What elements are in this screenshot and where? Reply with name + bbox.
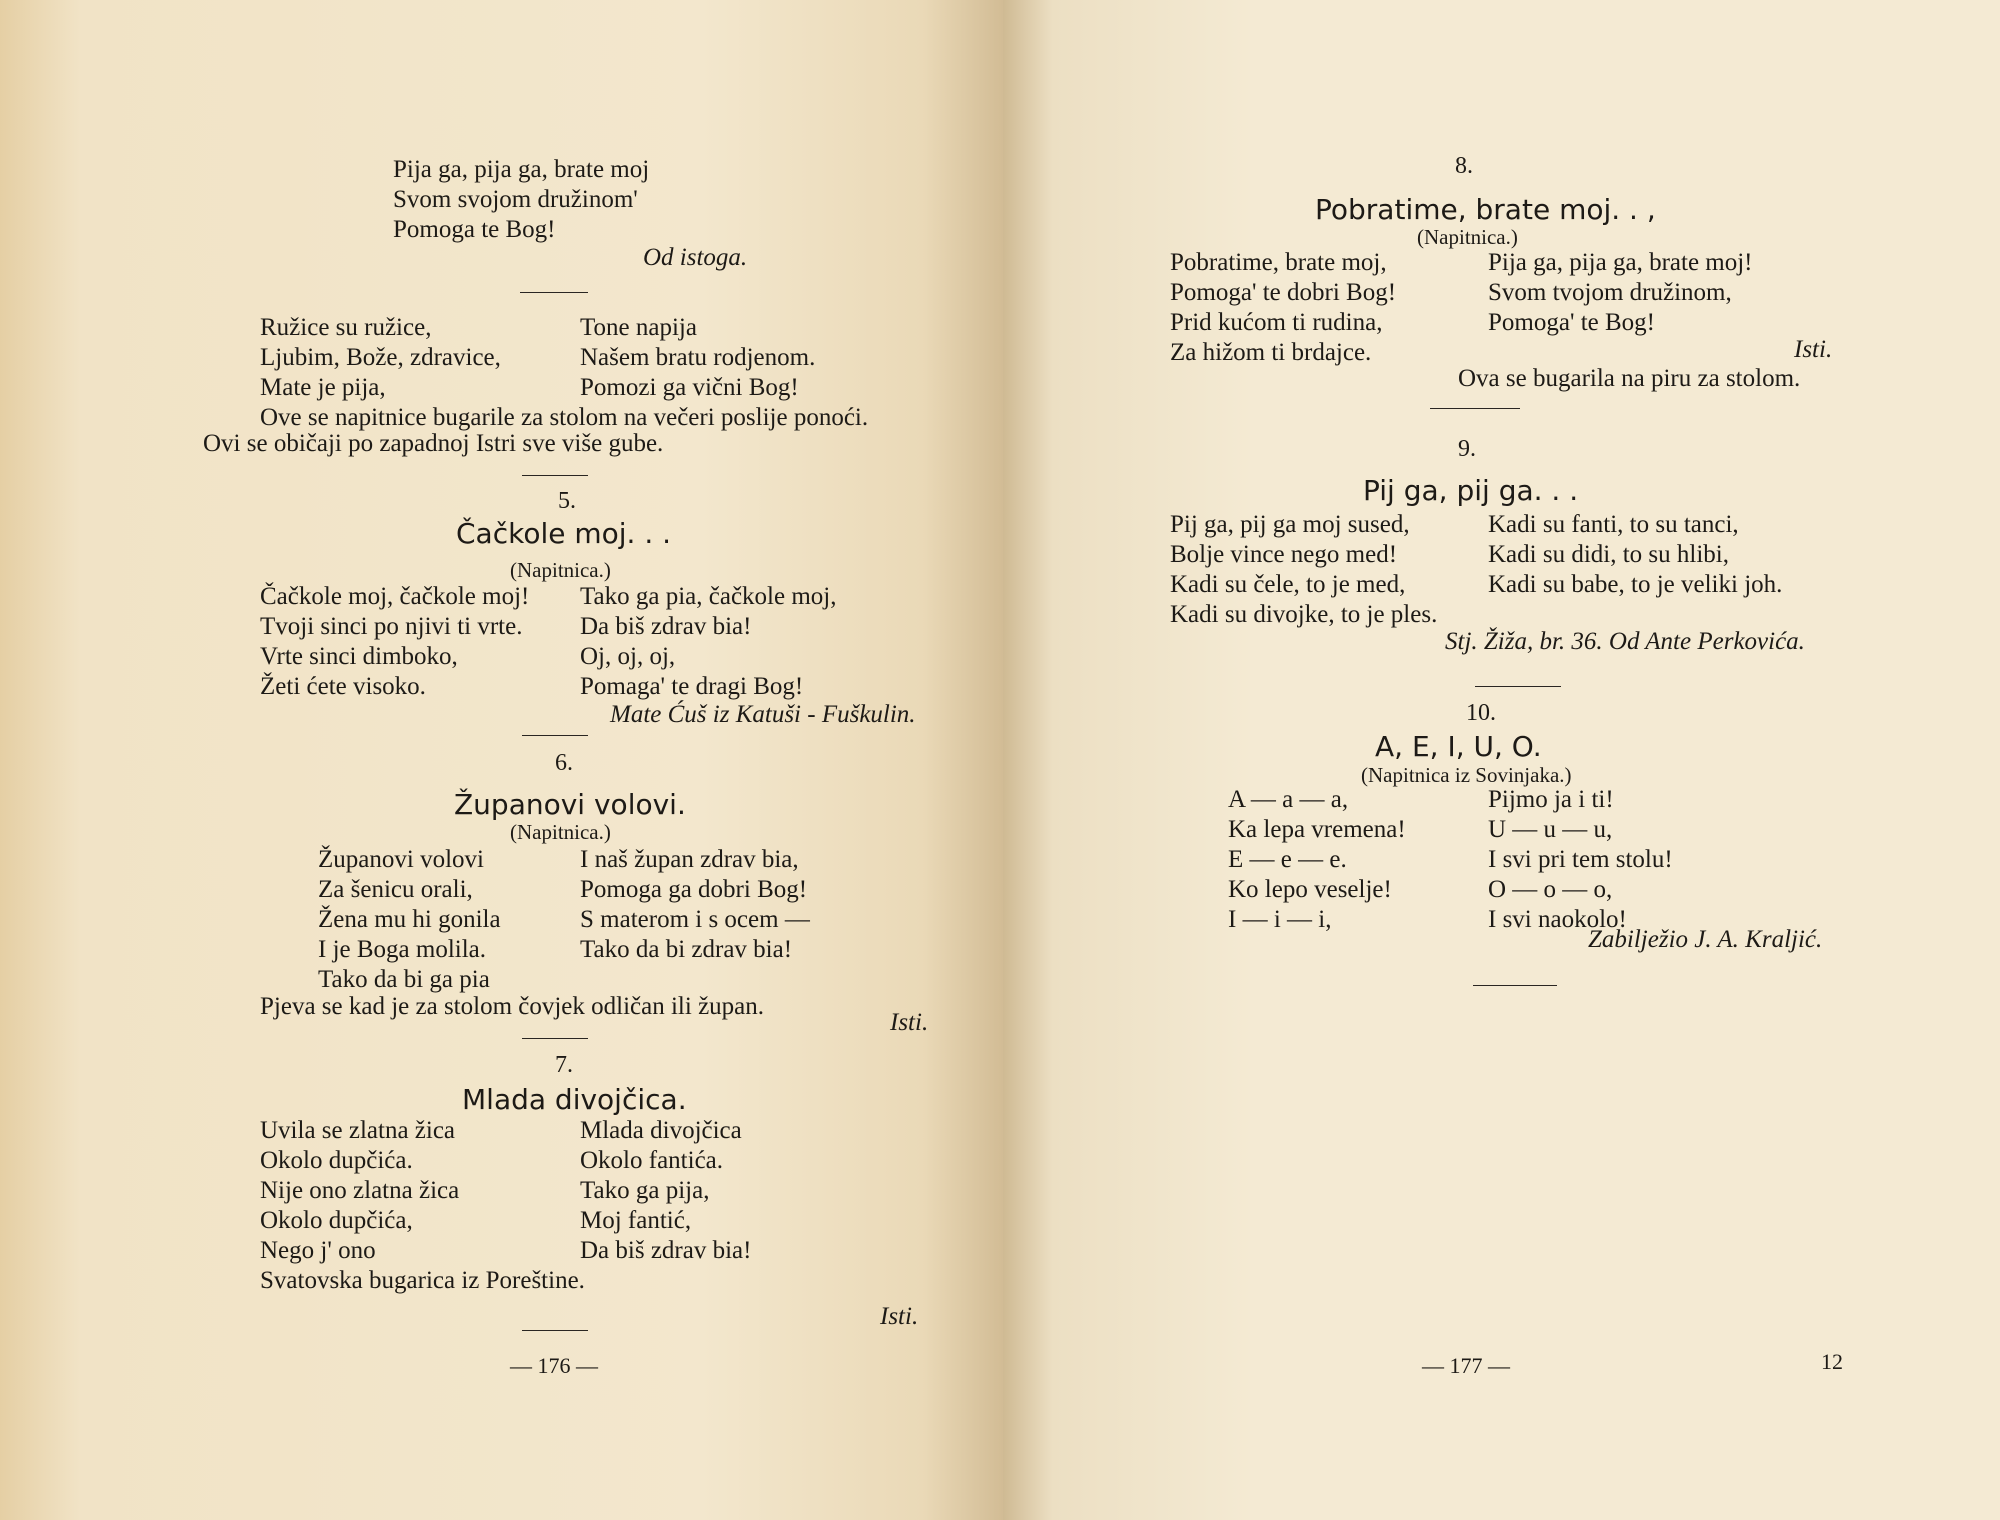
verse-line: I — i — i,: [1228, 906, 1332, 933]
song-title: Županovi volovi.: [454, 788, 686, 821]
verse-line: Nego j' ono: [260, 1237, 376, 1264]
note: Pjeva se kad je za stolom čovjek odličan ili župan.: [260, 993, 765, 1020]
verse-line: Kadi su fanti, to su tanci,: [1488, 511, 1739, 538]
verse-line: Tako da bi zdrav bia!: [580, 936, 793, 963]
verse-line: Mate je pija,: [260, 374, 386, 401]
verse-line: Ljubim, Bože, zdravice,: [260, 344, 501, 371]
verse-line: Pobratime, brate moj,: [1170, 249, 1387, 276]
attribution: Isti.: [890, 1009, 929, 1036]
verse-line: U — u — u,: [1488, 816, 1613, 843]
verse-column-2: [1488, 785, 1673, 935]
verse-line: Žena mu hi gonila: [318, 906, 501, 933]
attribution: Isti.: [880, 1303, 919, 1330]
verse-line: Pijmo ja i ti!: [1488, 786, 1614, 813]
verse-column-1: [260, 1116, 459, 1266]
verse-line: Pomaga' te dragi Bog!: [580, 673, 804, 700]
verse-line: Svom svojom družinom': [393, 186, 638, 213]
verse-top: [393, 155, 649, 245]
verse-line: Žeti ćete visoko.: [260, 673, 426, 700]
verse-line: Da biš zdrav bia!: [580, 613, 752, 640]
verse-line: Da biš zdrav bia!: [580, 1237, 752, 1264]
verse-line: A — a — a,: [1228, 786, 1349, 813]
verse-column-1: [260, 582, 529, 702]
verse-line: Za hižom ti brdajce.: [1170, 339, 1372, 366]
verse-line: Tako da bi ga pia: [318, 966, 490, 993]
verse-column-1: [318, 845, 501, 995]
song-title: Mlada divojčica.: [462, 1083, 687, 1116]
song-number: 7.: [555, 1052, 573, 1078]
attribution: Isti.: [1794, 336, 1833, 363]
verse-line: Nije ono zlatna žica: [260, 1177, 460, 1204]
verse-line: Čačkole moj, čačkole moj!: [260, 583, 530, 610]
song-title: Pobratime, brate moj. . ,: [1315, 193, 1656, 226]
song-title: Čačkole moj. . .: [456, 517, 672, 550]
page-number: — 176 —: [510, 1353, 598, 1378]
verse-line: Ružice su ružice,: [260, 314, 432, 341]
song-number: 5.: [558, 488, 576, 514]
verse-line: Vrte sinci dimboko,: [260, 643, 458, 670]
verse-line: Pomoga' te dobri Bog!: [1170, 279, 1397, 306]
attribution: Od istoga.: [643, 244, 748, 271]
verse-column-2: [580, 313, 815, 403]
verse-line: Okolo dupčića,: [260, 1207, 413, 1234]
verse-line: Kadi su babe, to je veliki joh.: [1488, 571, 1783, 598]
verse-line: Uvila se zlatna žica: [260, 1117, 456, 1144]
verse-line: Tone napija: [580, 314, 697, 341]
verse-line: Za šenicu orali,: [318, 876, 473, 903]
note: Ove se napitnice bugarile za stolom na večeri poslije ponoći.: [260, 404, 869, 431]
verse-line: Mlada divojčica: [580, 1117, 742, 1144]
verse-line: Kadi su didi, to su hlibi,: [1488, 541, 1729, 568]
verse-line: I svi pri tem stolu!: [1488, 846, 1673, 873]
divider: [522, 1330, 588, 1331]
verse-line: E — e — e.: [1228, 846, 1347, 873]
note: Ova se bugarila na piru za stolom.: [1458, 365, 1801, 392]
verse-column-2: [580, 1116, 751, 1266]
verse-line: S materom i s ocem —: [580, 906, 810, 933]
verse-line: Pomoga te Bog!: [393, 216, 556, 243]
song-subtitle: (Napitnica iz Sovinjaka.): [1361, 763, 1572, 787]
divider: [520, 292, 588, 293]
verse-line: Tvoji sinci po njivi ti vrte.: [260, 613, 523, 640]
note: Svatovska bugarica iz Poreštine.: [260, 1267, 585, 1294]
verse-line: Pomoga ga dobri Bog!: [580, 876, 808, 903]
verse-line: Okolo dupčića.: [260, 1147, 413, 1174]
song-number: 8.: [1455, 153, 1473, 179]
verse-line: Pija ga, pija ga, brate moj!: [1488, 249, 1753, 276]
song-subtitle: (Napitnica.): [510, 820, 611, 844]
divider: [522, 735, 588, 736]
verse-column-2: [580, 582, 836, 702]
verse-line: Oj, oj, oj,: [580, 643, 676, 670]
verse-line: Pij ga, pij ga moj sused,: [1170, 511, 1410, 538]
verse-line: Prid kućom ti rudina,: [1170, 309, 1383, 336]
divider: [1430, 408, 1520, 409]
verse-line: Okolo fantića.: [580, 1147, 724, 1174]
attribution: Zabilježio J. A. Kraljić.: [1588, 926, 1823, 953]
song-number: 10.: [1466, 700, 1496, 726]
song-title: A, E, I, U, O.: [1375, 730, 1542, 763]
verse-line: Tako ga pija,: [580, 1177, 710, 1204]
verse-line: I naš župan zdrav bia,: [580, 846, 799, 873]
verse-line: Ka lepa vremena!: [1228, 816, 1406, 843]
verse-line: I je Boga molila.: [318, 936, 487, 963]
verse-line: Pomozi ga vični Bog!: [580, 374, 799, 401]
verse-column-2: [1488, 248, 1753, 338]
verse-column-1: [1228, 785, 1406, 935]
attribution: Mate Ćuš iz Katuši - Fuškulin.: [610, 701, 916, 728]
divider: [522, 475, 588, 476]
verse-line: Moj fantić,: [580, 1207, 692, 1234]
song-number: 6.: [555, 750, 573, 776]
verse-column-1: [1170, 248, 1396, 368]
verse-line: I svi naokolo!: [1488, 906, 1627, 933]
verse-line: Bolje vince nego med!: [1170, 541, 1398, 568]
attribution: Stj. Žiža, br. 36. Od Ante Perkovića.: [1445, 628, 1805, 655]
verse-line: Ko lepo veselje!: [1228, 876, 1392, 903]
verse-line: Županovi volovi: [318, 846, 484, 873]
verse-line: Tako ga pia, čačkole moj,: [580, 583, 837, 610]
divider: [1473, 985, 1557, 986]
verse-line: Našem bratu rodjenom.: [580, 344, 816, 371]
signature-mark: 12: [1821, 1349, 1843, 1374]
page-number: — 177 —: [1422, 1353, 1510, 1378]
verse-line: Pomoga' te Bog!: [1488, 309, 1655, 336]
verse-line: Kadi su čele, to je med,: [1170, 571, 1406, 598]
song-subtitle: (Napitnica.): [1417, 225, 1518, 249]
verse-column-2: [1488, 510, 1782, 600]
verse-line: Pija ga, pija ga, brate moj: [393, 156, 650, 183]
verse-column-1: [260, 313, 501, 403]
song-subtitle: (Napitnica.): [510, 558, 611, 582]
verse-line: Svom tvojom družinom,: [1488, 279, 1732, 306]
verse-line: O — o — o,: [1488, 876, 1613, 903]
verse-line: Kadi su divojke, to je ples.: [1170, 601, 1438, 628]
note: Ovi se običaji po zapadnoj Istri sve više gube.: [203, 430, 664, 457]
right-page: [1003, 0, 2000, 1520]
song-number: 9.: [1458, 436, 1476, 462]
divider: [522, 1038, 588, 1039]
song-title: Pij ga, pij ga. . .: [1363, 474, 1579, 507]
verse-column-1: [1170, 510, 1437, 630]
divider: [1475, 686, 1561, 687]
verse-column-2: [580, 845, 810, 965]
